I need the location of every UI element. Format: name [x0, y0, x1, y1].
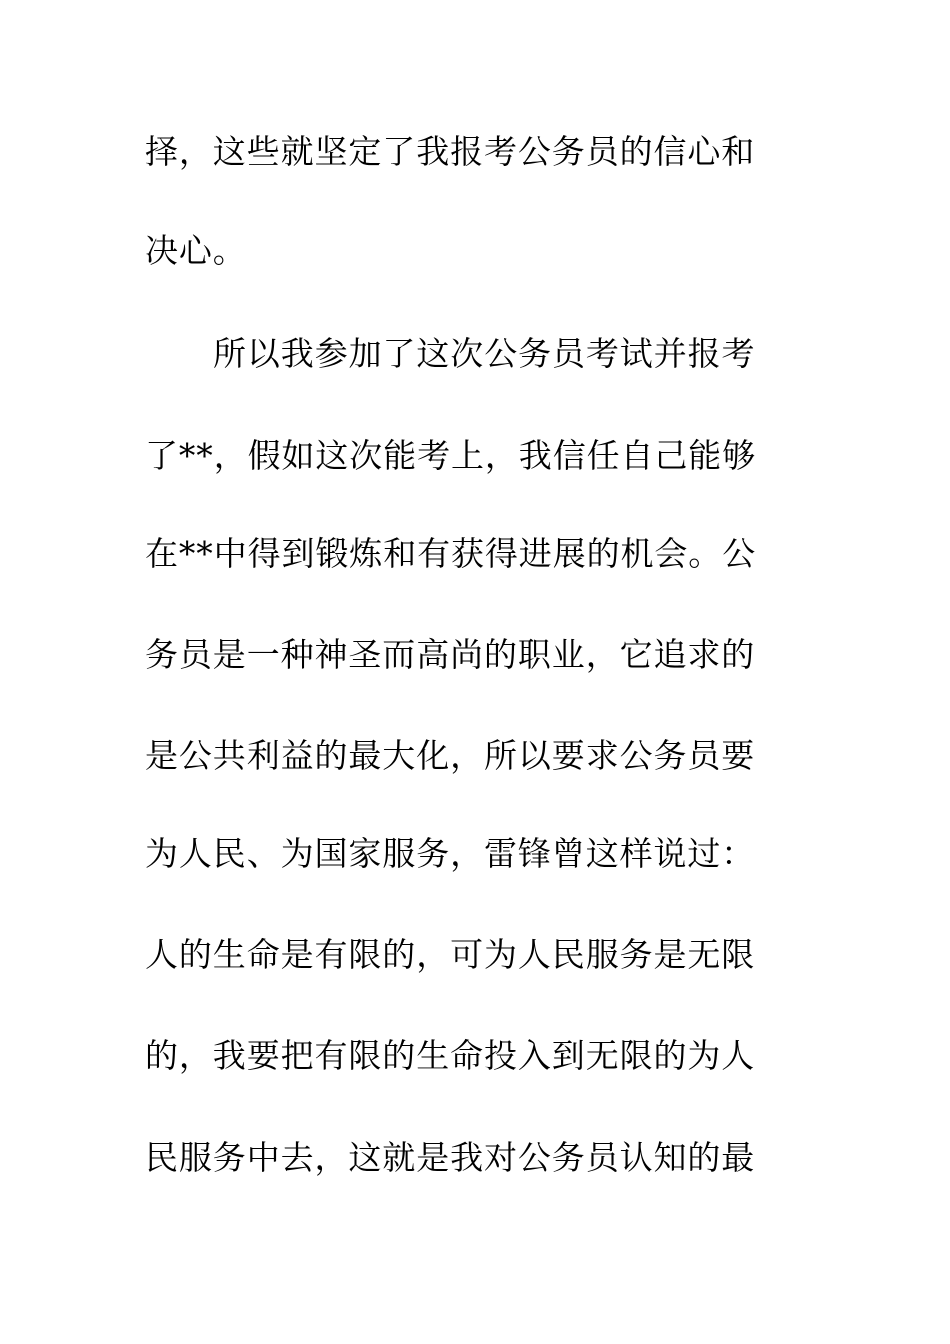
paragraph-start-line: 所以我参加了这次公务员考试并报考 — [213, 334, 756, 373]
text-line: 务员是一种神圣而高尚的职业，它追求的 — [145, 635, 756, 674]
text-line: 民服务中去，这就是我对公务员认知的最 — [145, 1138, 756, 1177]
text-line: 决心。 — [145, 231, 247, 270]
text-line: 的，我要把有限的生命投入到无限的为人 — [145, 1036, 756, 1075]
text-line: 人的生命是有限的，可为人民服务是无限 — [145, 935, 756, 974]
text-line: 了**，假如这次能考上，我信任自己能够 — [145, 436, 757, 475]
text-line: 为人民、为国家服务，雷锋曾这样说过： — [145, 834, 756, 873]
text-line: 择，这些就坚定了我报考公务员的信心和 — [145, 132, 756, 171]
text-line: 是公共利益的最大化，所以要求公务员要 — [145, 736, 756, 775]
text-line: 在**中得到锻炼和有获得进展的机会。公 — [145, 534, 757, 573]
